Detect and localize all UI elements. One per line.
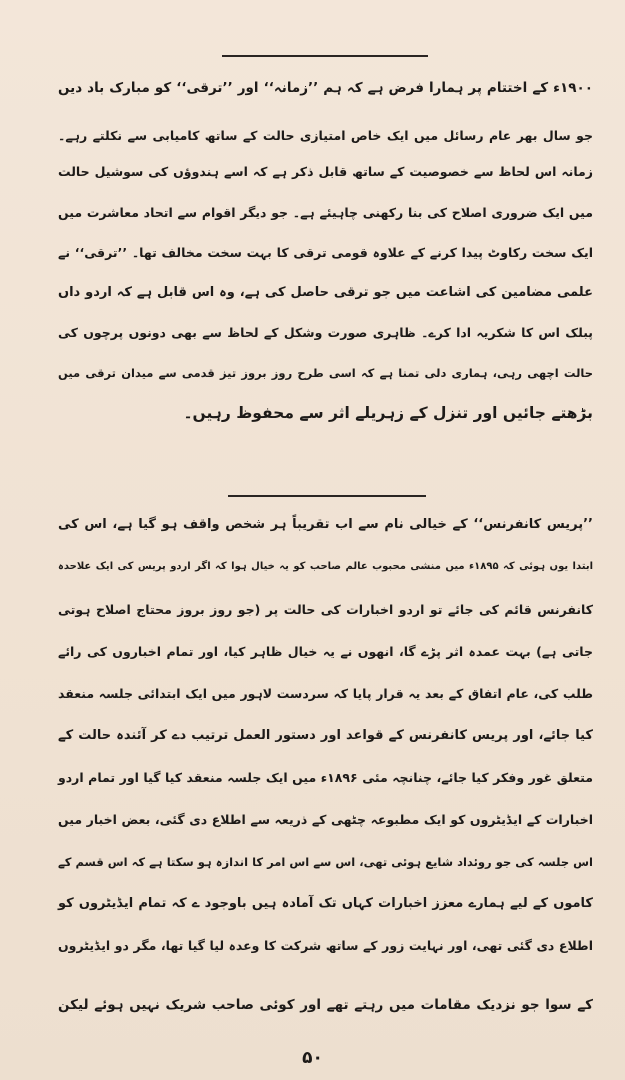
text-line: کے سوا جو نزدیک مقامات میں رہتے تھے اور کوئی صاحب شریک نہیں ہوئے لیکن (58, 997, 593, 1013)
text-line: جو سال بھر عام رسائل میں ایک خاص امتیازی حالت کے ساتھ کامیابی سے نکلتے رہے۔ (58, 128, 593, 143)
text-line: زمانہ اس لحاظ سے خصوصیت کے ساتھ قابل ذکر ہے کہ اسے ہندوؤں کی سوشیل حالت (58, 164, 593, 179)
text-line: اطلاع دی گئی تھی، اور نہایت زور کے ساتھ شرکت کا وعدہ لیا گیا تھا، مگر دو ایڈیٹروں (58, 938, 593, 953)
text-line: حالت اچھی رہی، ہماری دلی تمنا ہے کہ اسی طرح روز بروز تیز قدمی سے میدان ترقی میں (58, 366, 593, 380)
page-number: ۵۰ (302, 1048, 323, 1068)
text-line: ایک سخت رکاوٹ پیدا کرنے کے علاوہ قومی ترقی کا بہت سخت مخالف تھا۔ ’’ترقی‘‘ نے (58, 245, 593, 260)
text-line: اخبارات کے ایڈیٹروں کو ایک مطبوعہ چٹھی کے ذریعہ سے اطلاع دی گئی، بعض اخبار میں (58, 812, 593, 827)
text-line: پبلک اس کا شکریہ ادا کرے۔ ظاہری صورت وشکل کے لحاظ سے بھی دونوں پرچوں کی (58, 325, 593, 340)
text-line: کانفرنس قائم کی جائے تو اردو اخبارات کی حالت پر (جو روز بروز محتاج اصلاح ہوتی (58, 602, 593, 617)
text-line: ۱۹۰۰ء کے اختتام پر ہمارا فرض ہے کہ ہم ’’زمانہ‘‘ اور ’’ترقی‘‘ کو مبارک باد دیں (58, 80, 593, 96)
text-line: متعلق غور وفکر کیا جائے، چنانچہ مئی ۱۸۹۶ء میں ایک جلسہ منعقد کیا گیا اور تمام اردو (58, 770, 593, 785)
top-divider (222, 55, 428, 57)
text-line: بڑھتے جائیں اور تنزل کے زہریلے اثر سے محفوظ رہیں۔ (183, 404, 593, 422)
text-line: علمی مضامین کی اشاعت میں جو ترقی حاصل کی ہے، وہ اس قابل ہے کہ اردو داں (58, 285, 593, 300)
section-divider (228, 495, 426, 497)
text-line: کاموں کے لیے ہمارے معزز اخبارات کہاں تک آمادہ ہیں باوجود ے کہ تمام ایڈیٹروں کو (58, 896, 593, 911)
text-line: جاتی ہے) بہت عمدہ اثر پڑے گا، انھوں نے یہ خیال ظاہر کیا، اور تمام اخباروں کی رائے (58, 644, 593, 659)
text-line: کیا جائے، اور پریس کانفرنس کے قواعد اور دستور العمل ترتیب دے کر آئندہ حالت کے (58, 728, 593, 743)
text-line: طلب کی، عام اتفاق کے بعد یہ قرار پایا کہ سردست لاہور میں ایک ابتدائی جلسہ منعقد (58, 686, 593, 701)
text-line: میں ایک ضروری اصلاح کی بنا رکھنی چاہیئے ہے۔ جو دیگر اقوام سے اتحاد معاشرت میں (58, 205, 593, 220)
text-line: ابتدا یوں ہوئی کہ ۱۸۹۵ء میں منشی محبوب عالم صاحب کو یہ خیال ہوا کہ اگر اردو پریس کی ایک علاحدہ (58, 561, 593, 572)
text-line: اس جلسہ کی جو روئداد شایع ہوئی تھی، اس سے اس امر کا اندازہ ہو سکتا ہے کہ اس قسم کے (58, 855, 593, 869)
text-line: ’’پریس کانفرنس‘‘ کے خیالی نام سے اب تقریباً ہر شخص واقف ہو گیا ہے، اس کی (58, 517, 593, 532)
